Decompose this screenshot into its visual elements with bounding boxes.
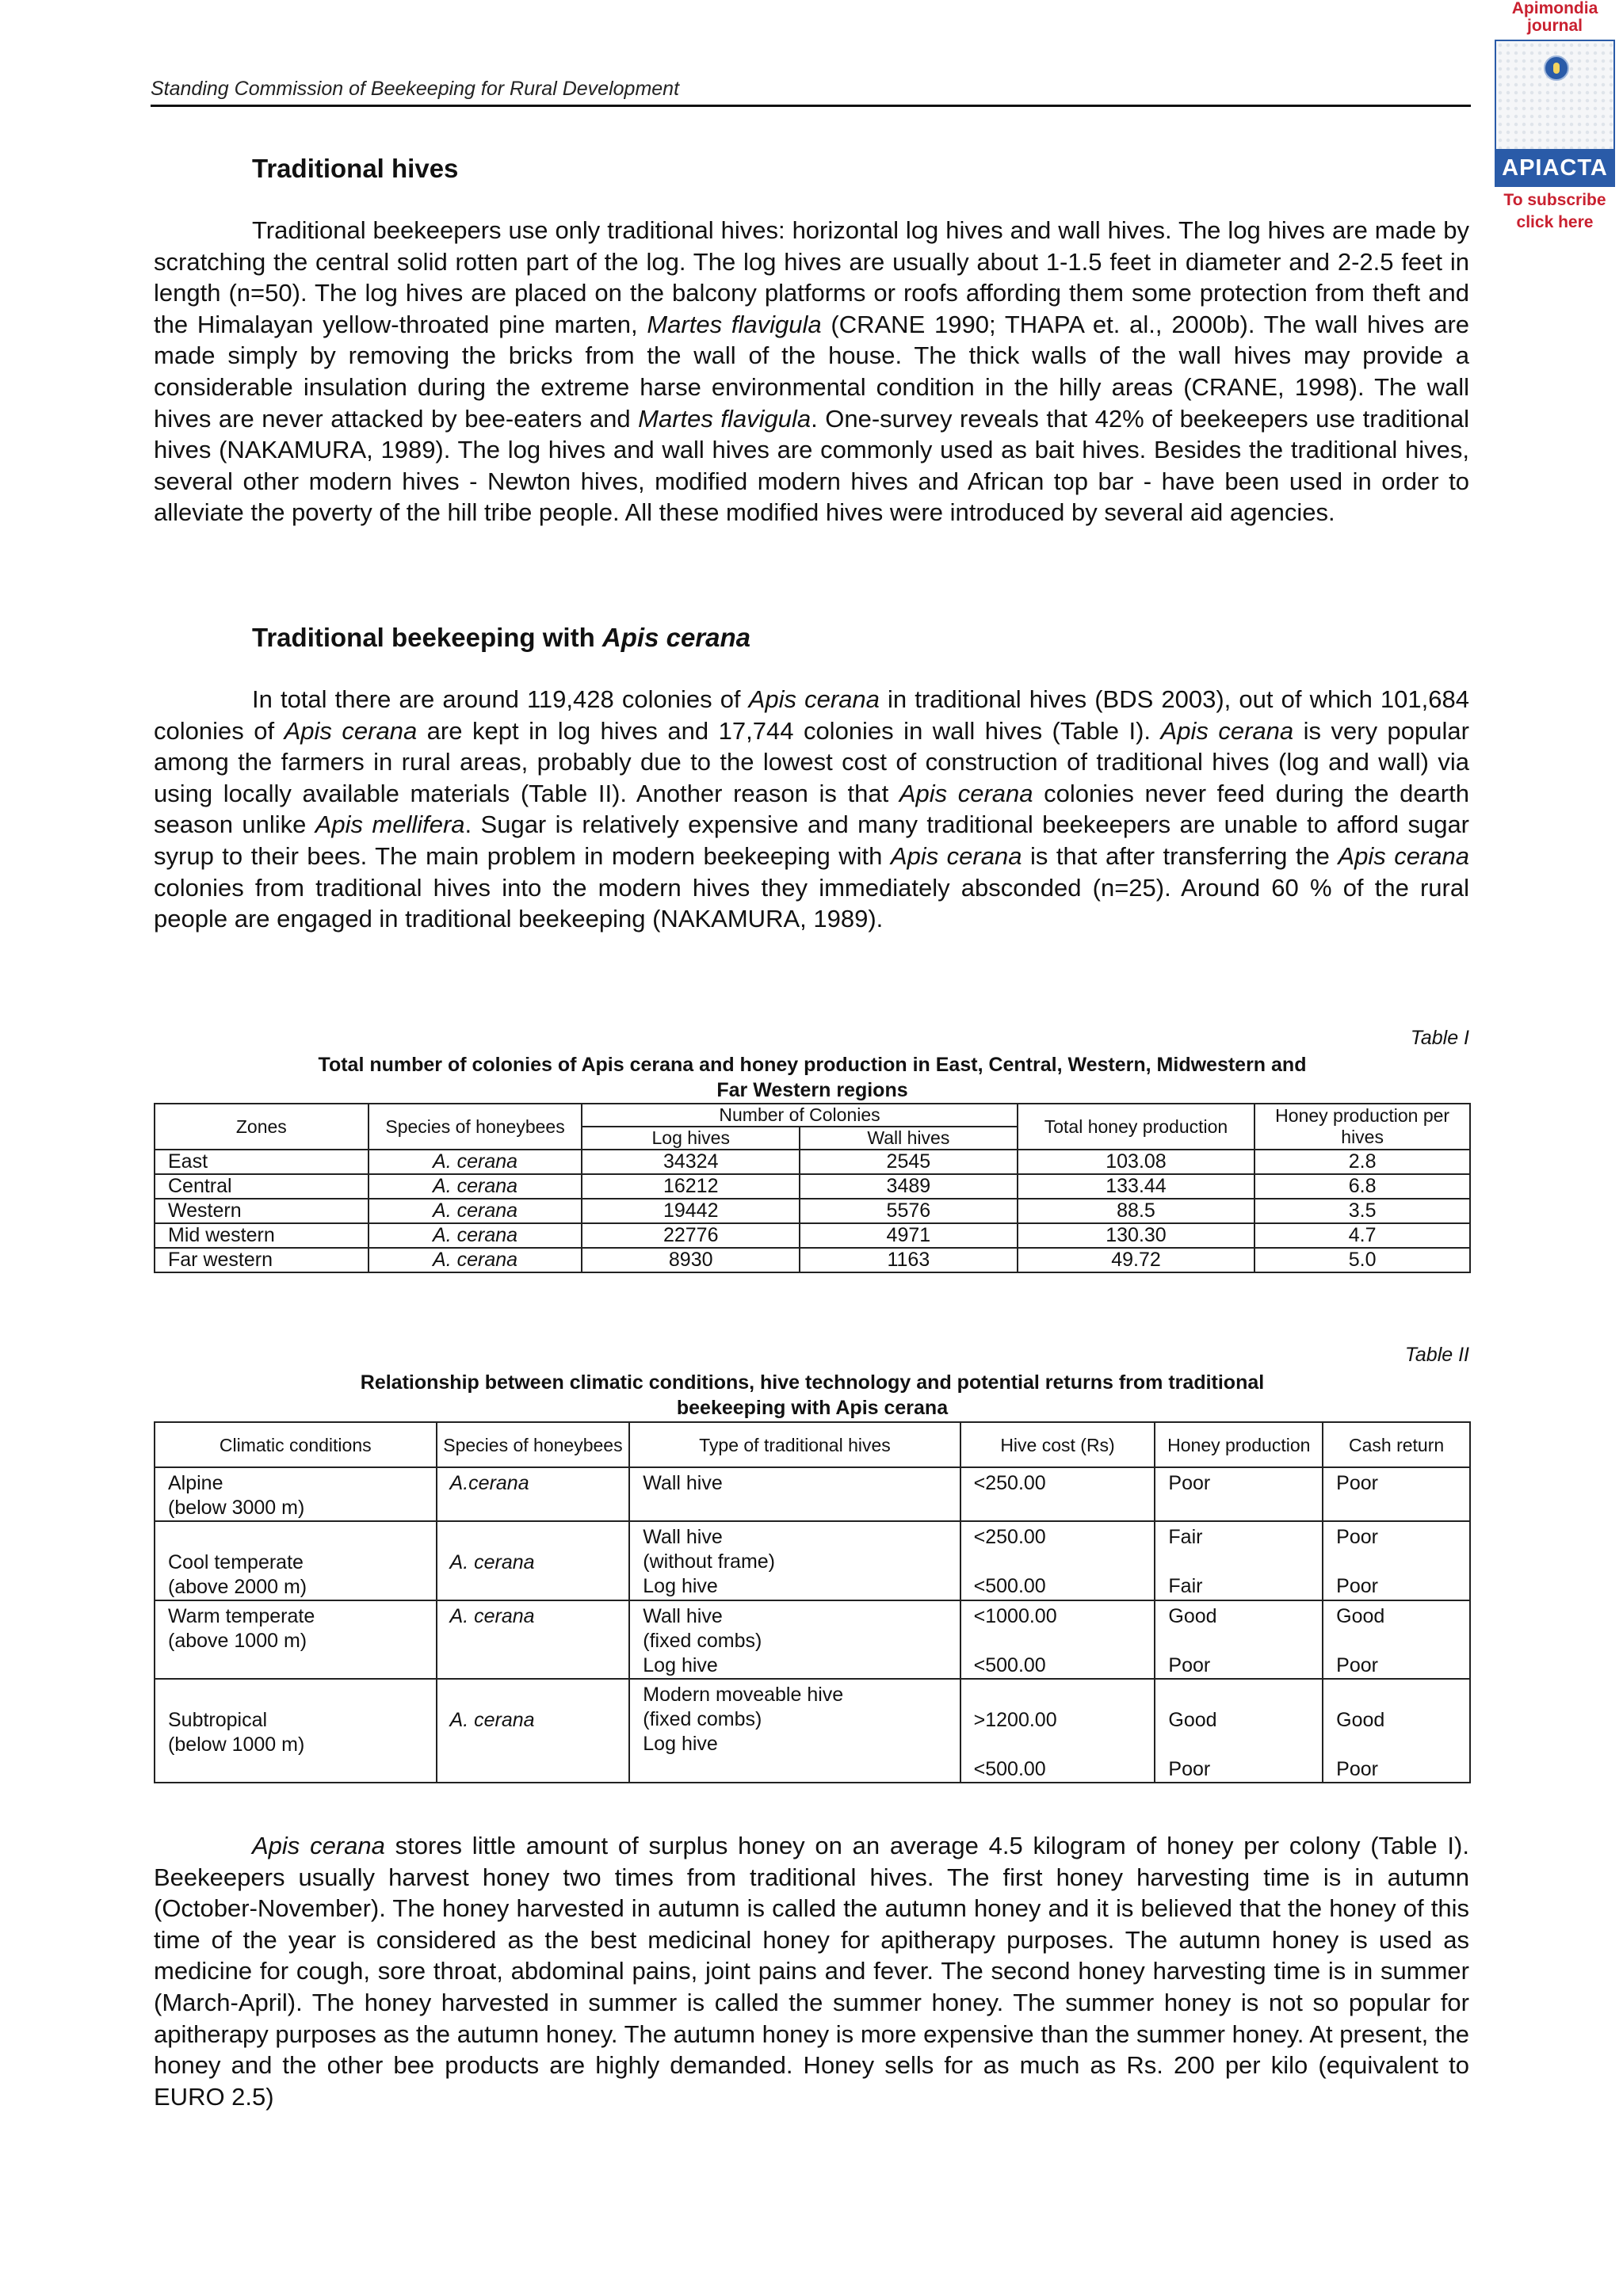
cell-species: A. cerana: [369, 1248, 582, 1272]
cost-line: <500.00: [973, 1654, 1046, 1676]
table1-header-zones: Zones: [155, 1104, 369, 1150]
table1-header-log: Log hives: [582, 1127, 800, 1150]
cost-line: <500.00: [973, 1758, 1046, 1780]
species-name: Apis cerana: [1160, 716, 1294, 745]
cell-species: A. cerana: [369, 1150, 582, 1174]
hive-type-line: Log hive: [643, 1575, 718, 1597]
cash-line: Good: [1336, 1709, 1385, 1731]
bee-emblem-icon: [1544, 55, 1569, 81]
honey-line: Fair: [1168, 1526, 1203, 1548]
heading-traditional-beekeeping: [252, 623, 750, 653]
text-run: in traditional hives (BDS 2003), out of which 101,684 colonies of: [154, 685, 1469, 745]
cell-wall: 2545: [800, 1150, 1018, 1174]
honey-line: Poor: [1168, 1758, 1211, 1780]
climate-altitude: (below 1000 m): [168, 1733, 305, 1756]
table-row: [155, 1600, 1470, 1679]
species-name: Apis cerana: [252, 1832, 385, 1859]
cash-line: Good: [1336, 1605, 1385, 1627]
cell-zone: Central: [155, 1174, 369, 1199]
climate-altitude: (above 2000 m): [168, 1576, 307, 1598]
table1-header-colonies: Number of Colonies: [582, 1104, 1017, 1127]
table-row: [155, 1521, 1470, 1600]
climate-name: Subtropical: [168, 1709, 268, 1731]
cell-cost: [960, 1521, 1155, 1600]
hive-type-line: Log hive: [643, 1654, 718, 1676]
text-run: colonies never feed during the dearth season unlike: [154, 779, 1469, 839]
cell-honey: [1155, 1521, 1323, 1600]
cell-total: 130.30: [1018, 1223, 1255, 1248]
cell-cash: [1323, 1600, 1470, 1679]
cell-per: 4.7: [1254, 1223, 1470, 1248]
cell-species: A. cerana: [437, 1679, 630, 1783]
badge-card[interactable]: [1495, 40, 1615, 187]
table2-header-climate: Climatic conditions: [155, 1422, 437, 1467]
cell-wall: 3489: [800, 1174, 1018, 1199]
badge-name: APIACTA: [1495, 149, 1615, 187]
cell-zone: Western: [155, 1199, 369, 1223]
climate-altitude: (below 3000 m): [168, 1497, 305, 1519]
subscribe-link-line1[interactable]: To subscribe: [1503, 191, 1606, 209]
cell-hive-type: [629, 1600, 960, 1679]
table1-header-species: Species of honeybees: [369, 1104, 582, 1150]
table-row: [155, 1467, 1470, 1521]
climate-name: Warm temperate: [168, 1605, 315, 1627]
cell-cash: [1323, 1521, 1470, 1600]
table-row: [155, 1199, 1470, 1223]
table2-title: Relationship between climatic conditions, hive technology and potential returns from traditional beekeeping with Apis cerana: [360, 1371, 1265, 1419]
cell-zone: East: [155, 1150, 369, 1174]
hive-type-line: Modern moveable hive: [643, 1684, 844, 1706]
cash-line: Poor: [1336, 1654, 1378, 1676]
cell-cost: <250.00: [960, 1467, 1155, 1521]
heading-text: Traditional beekeeping with: [252, 623, 602, 652]
species-name: Apis cerana: [899, 779, 1033, 807]
species-name: Martes flavigula: [647, 310, 822, 338]
hive-type-line: Wall hive: [643, 1605, 723, 1627]
species-name: Apis cerana: [1338, 841, 1469, 870]
cell-wall: 5576: [800, 1199, 1018, 1223]
table2-header-type: Type of traditional hives: [629, 1422, 960, 1467]
species-name: Apis mellifera: [315, 810, 465, 839]
text-run: . Sugar is relatively expensive and many traditional beekeepers are unable to afford sugar syrup to their bees. The main problem in modern beekeeping with: [154, 810, 1470, 870]
cell-total: 88.5: [1018, 1199, 1255, 1223]
hive-type-line: Wall hive: [643, 1526, 723, 1548]
apiacta-subscribe-badge[interactable]: [1491, 0, 1618, 230]
cell-cost: [960, 1600, 1155, 1679]
species-name: Apis cerana: [284, 716, 418, 745]
table-row: [155, 1223, 1470, 1248]
cost-line: >1200.00: [973, 1709, 1057, 1731]
cell-climate: [155, 1600, 437, 1679]
cost-line: <500.00: [973, 1575, 1046, 1597]
cell-log: 34324: [582, 1150, 800, 1174]
running-header: Standing Commission of Beekeeping for Rural Development: [151, 78, 680, 100]
cell-hive-type: [629, 1679, 960, 1783]
badge-brand-line1: Apimondia: [1511, 0, 1598, 17]
cell-cash: Poor: [1323, 1467, 1470, 1521]
heading-traditional-hives: Traditional hives: [252, 154, 459, 183]
climate-name: Alpine: [168, 1472, 223, 1494]
cell-per: 2.8: [1254, 1150, 1470, 1174]
badge-brand-line2: journal: [1526, 17, 1583, 35]
text-run: (CRANE 1990; THAPA et. al., 2000b). The wall hives are made simply by removing the bricks from the wall of the house. The thick walls of the wall hives may provide a considerable insulation during the extreme harse environmental condition in the hilly areas (CRANE, 1998). The wall hives are never attacked by bee-eaters and: [154, 310, 1470, 433]
table-row: [155, 1174, 1470, 1199]
table1: [154, 1103, 1471, 1273]
hive-type-line: (without frame): [643, 1550, 775, 1573]
cell-species: A. cerana: [437, 1521, 630, 1600]
table-row: [155, 1248, 1470, 1272]
climate-name: Cool temperate: [168, 1551, 304, 1573]
cell-total: 49.72: [1018, 1248, 1255, 1272]
hive-type-line: (fixed combs): [643, 1630, 762, 1652]
table2: [154, 1421, 1471, 1783]
cash-line: Poor: [1336, 1575, 1378, 1597]
cell-honey: [1155, 1679, 1323, 1783]
cell-hive-type: [629, 1521, 960, 1600]
cash-line: Poor: [1336, 1526, 1378, 1548]
cell-climate: [155, 1467, 437, 1521]
text-run: Traditional beekeepers use only traditional hives: horizontal log hives and wall hives. The log hives are made by scratching the central solid rotten part of the log. The log hives are usually about 1-1.5 feet in diameter and 2-2.5 feet in length (n=50). The log hives are placed on the balcony platforms or roofs affording them some protection from theft and the Himalayan yellow-throated pine marten,: [154, 216, 1469, 338]
table-row: [155, 1679, 1470, 1783]
hive-type-line: (fixed combs): [643, 1708, 762, 1730]
cell-species: A. cerana: [437, 1600, 630, 1679]
paragraph-honey-harvest: [154, 1830, 1469, 2112]
heading-species: Apis cerana: [601, 623, 751, 652]
cell-per: 5.0: [1254, 1248, 1470, 1272]
cell-species: A. cerana: [369, 1199, 582, 1223]
cell-log: 8930: [582, 1248, 800, 1272]
cell-zone: Far western: [155, 1248, 369, 1272]
table2-header-honey: Honey production: [1155, 1422, 1323, 1467]
cash-line: Poor: [1336, 1758, 1378, 1780]
subscribe-link-line2[interactable]: click here: [1516, 213, 1594, 231]
climate-altitude: (above 1000 m): [168, 1630, 307, 1652]
paragraph-traditional-hives: [154, 215, 1469, 528]
cost-line: <250.00: [973, 1526, 1046, 1548]
cell-per: 3.5: [1254, 1199, 1470, 1223]
table1-header-total: Total honey production: [1018, 1104, 1255, 1150]
cell-per: 6.8: [1254, 1174, 1470, 1199]
cell-species: A.cerana: [437, 1467, 630, 1521]
honey-line: Poor: [1168, 1654, 1211, 1676]
cell-log: 19442: [582, 1199, 800, 1223]
text-run: are kept in log hives and 17,744 colonies in wall hives (Table I).: [417, 716, 1161, 745]
cell-cost: [960, 1679, 1155, 1783]
table2-label: Table II: [1404, 1344, 1469, 1366]
paragraph-traditional-beekeeping: [154, 684, 1469, 935]
cell-log: 16212: [582, 1174, 800, 1199]
table1-title: Total number of colonies of Apis cerana and honey production in East, Central, Western, Midwestern and Far Western regions: [318, 1054, 1307, 1101]
honey-line: Good: [1168, 1605, 1217, 1627]
cell-species: A. cerana: [369, 1223, 582, 1248]
cell-wall: 4971: [800, 1223, 1018, 1248]
text-run: stores little amount of surplus honey on an average 4.5 kilogram of honey per colony (Table I). Beekeepers usually harvest honey two times from traditional hives. The first honey harvesting time is in autumn (October-November). The honey harvested in autumn is called the autumn honey and it is believed that the honey of this time of the year is considered as the best medicinal honey for apitherapy purposes. The autumn honey is used as medicine for cough, sore throat, abdominal pains, joint pains and fever. The second honey harvesting time is in summer (March-April). The honey harvested in summer is called the summer honey. The summer honey is not so popular for apitherapy purposes as the autumn honey. The autumn honey is more expensive than the summer honey. At present, the honey and the other bee products are highly demanded. Honey sells for as much as Rs. 200 per kilo (equivalent to EURO 2.5): [154, 1832, 1469, 2111]
hive-type-line: Log hive: [643, 1733, 718, 1755]
cell-honey: [1155, 1600, 1323, 1679]
cell-total: 133.44: [1018, 1174, 1255, 1199]
honey-line: Fair: [1168, 1575, 1203, 1597]
honey-line: Good: [1168, 1709, 1217, 1731]
cell-wall: 1163: [800, 1248, 1018, 1272]
table-row: [155, 1150, 1470, 1174]
table1-header-per: Honey production per hives: [1254, 1104, 1470, 1150]
cost-line: <1000.00: [973, 1605, 1057, 1627]
table1-header-wall: Wall hives: [800, 1127, 1018, 1150]
header-rule: [151, 105, 1471, 107]
cell-hive-type: Wall hive: [629, 1467, 960, 1521]
table2-header-cash: Cash return: [1323, 1422, 1470, 1467]
species-name: Apis cerana: [748, 685, 880, 713]
text-run: is very popular among the farmers in rural areas, probably due to the lowest cost of construction of traditional hives (log and wall) via using locally available materials (Table II). Another reason is that: [154, 716, 1469, 807]
cell-climate: [155, 1679, 437, 1783]
text-run: . One-survey reveals that 42% of beekeepers use traditional hives (NAKAMURA, 1989). The log hives and wall hives are commonly used as bait hives. Besides the traditional hives, several other modern hives - Newton hives, modified modern hives and African top bar - have been used in order to alleviate the poverty of the hill tribe people. All these modified hives were introduced by several aid agencies.: [154, 404, 1469, 527]
cell-log: 22776: [582, 1223, 800, 1248]
cell-species: A. cerana: [369, 1174, 582, 1199]
text-run: colonies from traditional hives into the modern hives they immediately absconded (n=25). Around 60 % of the rural people are engaged in traditional beekeeping (NAKAMURA, 1989).: [154, 873, 1469, 933]
cell-honey: Poor: [1155, 1467, 1323, 1521]
cell-cash: [1323, 1679, 1470, 1783]
cell-zone: Mid western: [155, 1223, 369, 1248]
cell-climate: [155, 1521, 437, 1600]
text-run: is that after transferring the: [1022, 841, 1338, 870]
species-name: Martes flavigula: [638, 404, 812, 433]
table1-label: Table I: [1410, 1027, 1469, 1049]
cell-total: 103.08: [1018, 1150, 1255, 1174]
text-run: In total there are around 119,428 colonies of: [252, 685, 749, 713]
species-name: Apis cerana: [890, 841, 1022, 870]
table2-header-cost: Hive cost (Rs): [960, 1422, 1155, 1467]
table2-header-species: Species of honeybees: [437, 1422, 630, 1467]
